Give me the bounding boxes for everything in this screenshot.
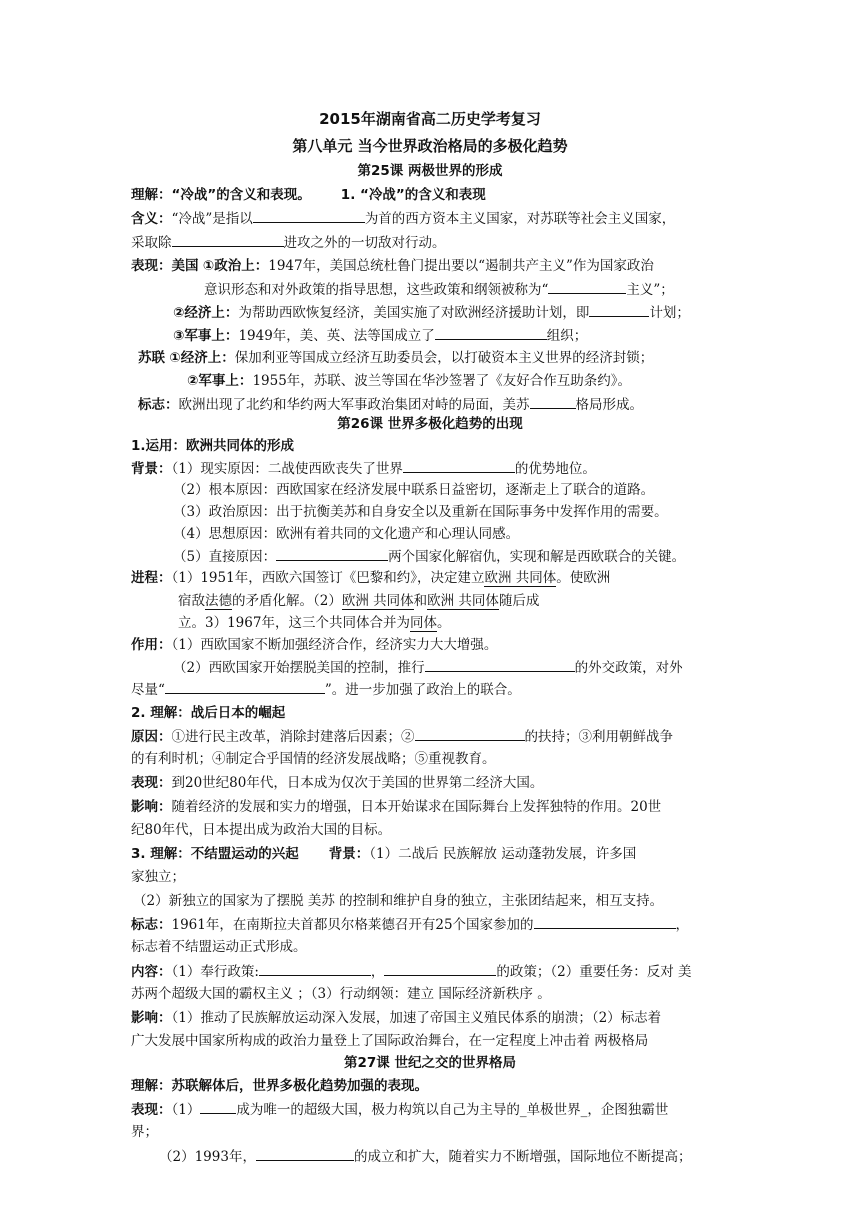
blank[interactable] xyxy=(165,679,325,694)
s3-inf-text: （1）推动了民族解放运动深入发展，加速了帝国主义殖民体系的崩溃；（2）标志着 xyxy=(171,1010,662,1026)
blank[interactable] xyxy=(276,546,388,561)
page-title: 2015年湖南省高二历史学考复习 xyxy=(319,110,541,128)
l25-def-line xyxy=(131,208,729,229)
blank[interactable] xyxy=(403,458,515,473)
l27-p1-text-b: 成为唯一的超级大国，极力构筑以自己为主导的_单极世界_，企图独霸世 xyxy=(236,1102,669,1118)
def-label: 含义： xyxy=(131,211,172,227)
prog2-text-d: 随后成 xyxy=(498,593,540,609)
blank[interactable] xyxy=(415,726,525,741)
jp-inf-label: 影响： xyxy=(131,799,172,815)
prog3-text: 立。3）1967年，这三个共同体合并为 xyxy=(178,615,410,631)
su-military-text: 1955年，苏联、波兰等国在华沙签署了《友好合作互助条约》。 xyxy=(252,373,632,389)
l26-section1: 1.运用：欧洲共同体的形成 xyxy=(131,438,295,454)
eff2-text: （2）西欧国家开始摆脱美国的控制，推行 xyxy=(173,660,425,676)
l27-p1-text: （1） xyxy=(171,1102,201,1118)
s3-con-text: （1）奉行政策: xyxy=(171,964,259,980)
l27-p2-text: （2）1993年， xyxy=(159,1149,256,1165)
prog2-fill: 法德 xyxy=(205,593,232,609)
blank[interactable] xyxy=(589,302,649,317)
prog1-line xyxy=(131,568,729,588)
us-economy-end: 计划； xyxy=(649,305,690,321)
jp-perf-line xyxy=(131,773,729,793)
prog2-text-c: 和 xyxy=(413,593,428,609)
blank[interactable] xyxy=(530,394,576,409)
prog1-fill: 欧洲 共同体 xyxy=(484,570,557,586)
s3-inf-line xyxy=(131,1008,729,1028)
def-text-a: “冷战”是指以 xyxy=(171,211,253,227)
bg5-line xyxy=(173,546,729,567)
eff-label: 作用： xyxy=(131,637,172,653)
s3-bg1b-line: 家独立； xyxy=(131,869,185,885)
s3-inf-line2: 广大发展中国家所构成的政治力量登上了国际政治舞台，在一定程度上冲击着 两极格局 xyxy=(131,1033,649,1049)
perf-label: 表现：美国 xyxy=(131,258,199,274)
mark-line xyxy=(138,394,729,415)
su-military-label: ②军事上： xyxy=(187,373,253,389)
blank[interactable] xyxy=(548,279,626,294)
s3-mark-end: ， xyxy=(675,917,690,933)
blank[interactable] xyxy=(200,1099,236,1114)
us-politics-text2: 意识形态和对外政策的指导思想，这些政策和纲领被称为“ xyxy=(204,282,549,298)
mark-label: 标志： xyxy=(138,397,179,413)
prog1-text: （1）1951年，西欧六国签订《巴黎和约》，决定建立 xyxy=(171,570,485,586)
l27-p2-text-b: 的成立和扩大，随着实力不断增强，国际地位不断提高； xyxy=(353,1149,692,1165)
bg1-end: 的优势地位。 xyxy=(514,461,596,477)
prog3-end: 。 xyxy=(436,615,451,631)
s3-con-line xyxy=(131,961,729,982)
s3-bg2-line: （2）新独立的国家为了摆脱 美苏 的控制和维护自身的独立，主张团结起来，相互支持。 xyxy=(133,893,664,909)
eff3-end: ”。进一步加强了政治上的联合。 xyxy=(324,682,521,698)
jp-inf-line xyxy=(131,797,729,817)
s3-con-label: 内容： xyxy=(131,964,172,980)
us-politics-text: 1947年，美国总统杜鲁门提出要以“遏制共产主义”作为国家政治 xyxy=(268,258,654,274)
l27-p1-line2: 界； xyxy=(131,1124,158,1140)
su-economy-label: ①经济上： xyxy=(169,350,235,366)
us-military-end: 组织； xyxy=(546,328,588,344)
bg1-line xyxy=(131,458,729,479)
s3-con-line2: 苏两个超级大国的霸权主义 ；（3）行动纲领：建立 国际经济新秩序 。 xyxy=(131,986,551,1002)
us-economy-label: ②经济上： xyxy=(173,305,239,321)
l25-def-line2 xyxy=(131,232,729,253)
l26-section3: 3. 理解：不结盟运动的兴起 xyxy=(131,846,299,862)
eff3-line xyxy=(131,679,729,700)
blank[interactable] xyxy=(534,914,676,929)
prog3-fill: 同体 xyxy=(409,615,437,631)
def-text-d: 进攻之外的一切敌对行动。 xyxy=(283,235,446,251)
eff1-text: （1）西欧国家不断加强经济合作，经济实力大大增强。 xyxy=(171,637,498,653)
prog2-line xyxy=(178,591,729,611)
prog1-end: 。使欧洲 xyxy=(556,570,611,586)
l25-section1: 1. “冷战”的含义和表现 xyxy=(340,187,486,203)
us-military-label: ③军事上： xyxy=(173,328,239,344)
prog2-text-b: 的矛盾化解。（2） xyxy=(232,593,342,609)
s3-bg1-text: （1）二战后 民族解放 运动蓬勃发展，许多国 xyxy=(369,846,637,862)
l27-p2-line xyxy=(159,1146,729,1167)
mark-end: 格局形成。 xyxy=(575,397,643,413)
l27-perf-label: 表现： xyxy=(131,1102,172,1118)
bg5-text: （5）直接原因： xyxy=(173,549,277,565)
s3-bg-label: 背景： xyxy=(328,846,370,862)
us-politics-line2 xyxy=(204,279,729,300)
blank[interactable] xyxy=(384,961,496,976)
prog3-line xyxy=(178,613,729,633)
s3-con-text-c: 的政策；（2）重要任务：反对 美 xyxy=(496,964,692,980)
cause-text: ①进行民主改革，消除封建落后因素；② xyxy=(171,729,415,745)
cause-label: 原因： xyxy=(131,729,172,745)
l27-p1-line xyxy=(131,1099,729,1120)
s3-mark-line xyxy=(131,914,729,935)
mark-text: 欧洲出现了北约和华约两大军事政治集团对峙的局面，美苏 xyxy=(178,397,530,413)
prog-label: 进程： xyxy=(131,570,172,586)
bg1-text: （1）现实原因：二战使西欧丧失了世界 xyxy=(171,461,403,477)
s3-line xyxy=(131,844,729,864)
cause-line xyxy=(131,726,729,747)
blank[interactable] xyxy=(172,232,284,247)
jp-perf-label: 表现： xyxy=(131,775,172,791)
bg3-line: （3）政治原因：出于抗衡美苏和自身安全以及重新在国际事务中发挥作用的需要。 xyxy=(173,504,668,520)
us-politics-line xyxy=(131,256,729,276)
blank[interactable] xyxy=(425,657,575,672)
bg4-line: （4）思想原因：欧洲有着共同的文化遗产和心理认同感。 xyxy=(173,526,520,542)
blank[interactable] xyxy=(435,325,547,340)
eff3-text: 尽量“ xyxy=(131,682,165,698)
us-economy-text: 为帮助西欧恢复经济，美国实施了对欧洲经济援助计划，即 xyxy=(238,305,590,321)
lesson25-title: 第25课 两极世界的形成 xyxy=(357,163,503,179)
unit-title: 第八单元 当今世界政治格局的多极化趋势 xyxy=(292,137,568,155)
bg-label: 背景： xyxy=(131,461,172,477)
su-economy-line xyxy=(138,348,729,368)
us-politics-label: ①政治上： xyxy=(202,258,269,274)
lesson27-title: 第27课 世纪之交的世界格局 xyxy=(344,1055,516,1071)
su-economy-text: 保加利亚等国成立经济互助委员会，以打破资本主义世界的经济封锁； xyxy=(234,350,654,366)
s3-mark-label: 标志： xyxy=(131,917,172,933)
eff1-line xyxy=(131,635,729,655)
s3-con-sep: ， xyxy=(370,964,385,980)
def-text-b: 为首的西方资本主义国家，对苏联等社会主义国家， xyxy=(364,211,676,227)
su-label: 苏联 xyxy=(138,350,165,366)
l25-understand: 理解：“冷战”的含义和表现。 xyxy=(131,187,311,203)
us-military-text: 1949年，美、英、法等国成立了 xyxy=(238,328,435,344)
jp-inf-line2: 纪80年代，日本提出成为政治大国的目标。 xyxy=(131,822,392,838)
blank[interactable] xyxy=(253,208,365,223)
s3-mark-text: 1961年，在南斯拉夫首都贝尔格莱德召开有25个国家参加的 xyxy=(171,917,534,933)
bg2-line: （2）根本原因：西欧国家在经济发展中联系日益密切，逐渐走上了联合的道路。 xyxy=(173,482,655,498)
l27-understand: 理解：苏联解体后，世界多极化趋势加强的表现。 xyxy=(131,1078,428,1094)
eff2-line xyxy=(173,657,729,678)
bg5-end: 两个国家化解宿仇，实现和解是西欧联合的关键。 xyxy=(388,549,686,565)
s3-inf-label: 影响： xyxy=(131,1010,172,1026)
blank[interactable] xyxy=(259,961,371,976)
def-text-c: 采取除 xyxy=(131,235,172,251)
su-military-line xyxy=(187,371,729,391)
prog2-text: 宿敌 xyxy=(178,593,205,609)
prog2-fill2: 欧洲 共同体 xyxy=(341,593,414,609)
us-military-line xyxy=(173,325,729,346)
s3-mark-line2: 标志着不结盟运动正式形成。 xyxy=(131,939,307,955)
l25-understand-line xyxy=(131,185,729,205)
cause-text-b: 的扶持；③利用朝鲜战争 xyxy=(524,729,673,745)
blank[interactable] xyxy=(256,1146,354,1161)
lesson26-title: 第26课 世界多极化趋势的出现 xyxy=(337,416,523,432)
us-politics-text2-end: 主义”； xyxy=(626,282,674,298)
l26-section2: 2. 理解：战后日本的崛起 xyxy=(131,705,286,721)
us-economy-line xyxy=(173,302,729,323)
eff2-end: 的外交政策，对外 xyxy=(574,660,683,676)
prog2-fill3: 欧洲 共同体 xyxy=(427,593,499,609)
cause-line2: 的有利时机；④制定合乎国情的经济发展战略；⑤重视教育。 xyxy=(131,751,496,767)
jp-inf-text: 随着经济的发展和实力的增强，日本开始谋求在国际舞台上发挥独特的作用。20世 xyxy=(171,799,662,815)
jp-perf-text: 到20世纪80年代，日本成为仅次于美国的世界第二经济大国。 xyxy=(171,775,544,791)
